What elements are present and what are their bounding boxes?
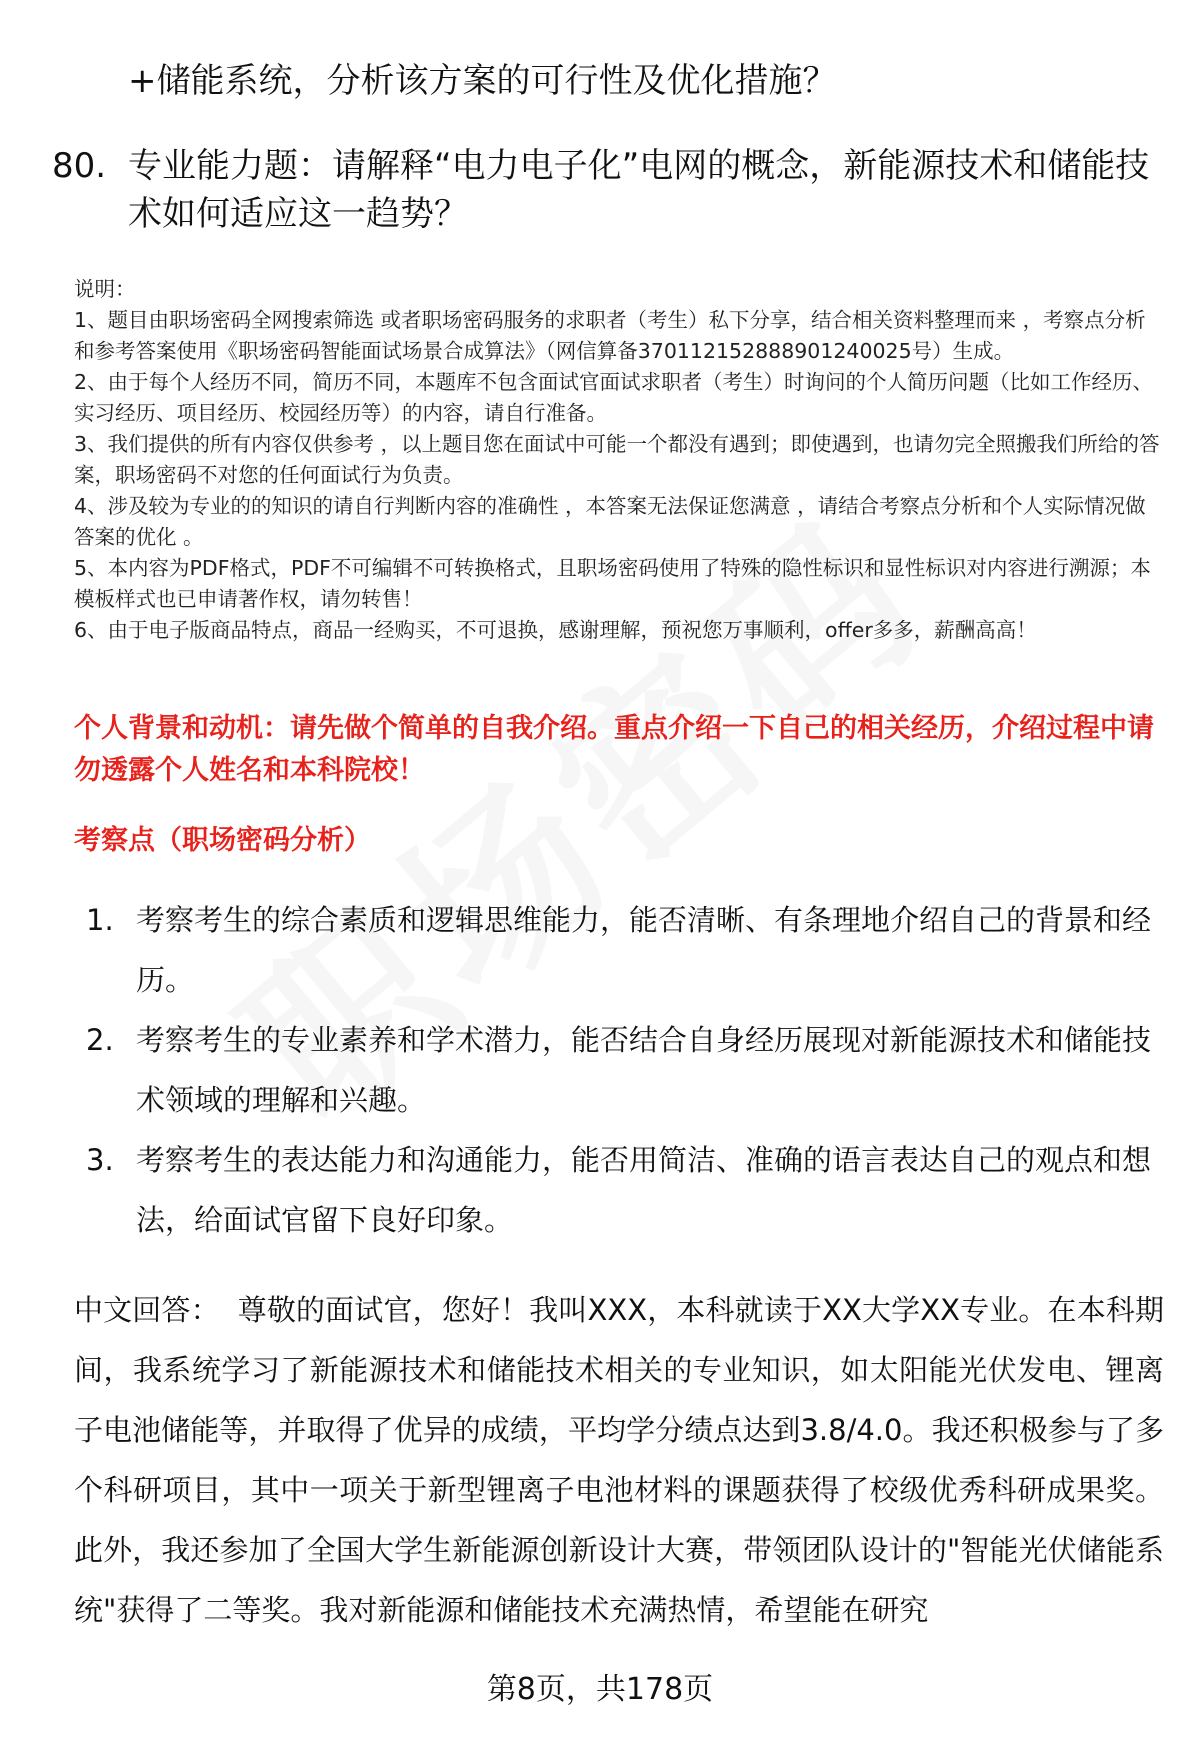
- question-continuation: +储能系统，分析该方案的可行性及优化措施？: [128, 61, 837, 101]
- analysis-points: [80, 890, 1160, 1250]
- note-item: 5、本内容为PDF格式，PDF不可编辑不可转换格式，且职场密码使用了特殊的隐性标识和显性标识对内容进行溯源；本模板样式也已申请著作权，请勿转售！: [74, 556, 1151, 611]
- list-item: [80, 1010, 1160, 1130]
- notes-section: [74, 274, 1164, 646]
- point-text: 考察考生的专业素养和学术潜力，能否结合自身经历展现对新能源技术和储能技术领域的理解和兴趣。: [136, 1023, 1152, 1117]
- list-item: [80, 890, 1160, 1010]
- note-item: 3、我们提供的所有内容仅供参考 ，以上题目您在面试中可能一个都没有遇到；即使遇到，也请勿完全照搬我们所给的答案，职场密码不对您的任何面试行为负责。: [74, 432, 1160, 487]
- point-text: 考察考生的表达能力和沟通能力，能否用简洁、准确的语言表达自己的观点和想法，给面试官留下良好印象。: [136, 1143, 1152, 1237]
- answer-text: 尊敬的面试官，您好！我叫XXX，本科就读于XX大学XX专业。在本科期间，我系统学习了新能源技术和储能技术相关的专业知识，如太阳能光伏发电、锂离子电池储能等，并取得了优异的成绩，平均学分绩点达到3.8/4.0。我还积极参与了多个科研项目，其中一项关于新型锂离子电池材料的课题获得了校级优秀科研成果奖。此外，我还参加了全国大学生新能源创新设计大赛，带领团队设计的"智能光伏储能系统"获得了二等奖。我对新能源和储能技术充满热情，希望能在研究: [74, 1293, 1164, 1627]
- question-number: 80.: [52, 146, 107, 186]
- list-item: [80, 1130, 1160, 1250]
- point-text: 考察考生的综合素质和逻辑思维能力，能否清晰、有条理地介绍自己的背景和经历。: [136, 903, 1152, 997]
- note-item: 6、由于电子版商品特点，商品一经购买，不可退换，感谢理解，预祝您万事顺利，offer多多，薪酬高高！: [74, 618, 1037, 642]
- question-text: 专业能力题：请解释“电力电子化”电网的概念，新能源技术和储能技术如何适应这一趋势？: [128, 146, 1150, 234]
- personal-question: 个人背景和动机：请先做个简单的自我介绍。重点介绍一下自己的相关经历，介绍过程中请勿透露个人姓名和本科院校！: [74, 713, 1154, 786]
- analysis-heading: 考察点（职场密码分析）: [74, 825, 371, 856]
- note-item: 1、题目由职场密码全网搜索筛选 或者职场密码服务的求职者（考生）私下分享，结合相关资料整理而来 ，考察点分析和参考答案使用《职场密码智能面试场景合成算法》（网信算备370112152888901240025号）生成。: [74, 308, 1146, 363]
- page-footer: 第8页，共178页: [486, 1672, 714, 1707]
- point-number: 3.: [86, 1143, 114, 1177]
- notes-title: 说明：: [74, 277, 136, 301]
- answer-paragraph: [74, 1280, 1164, 1640]
- answer-label: 中文回答：: [74, 1293, 220, 1327]
- note-item: 4、涉及较为专业的的知识的请自行判断内容的准确性 ，本答案无法保证您满意 ，请结合考察点分析和个人实际情况做答案的优化 。: [74, 494, 1146, 549]
- point-number: 1.: [86, 903, 114, 937]
- note-item: 2、由于每个人经历不同，简历不同，本题库不包含面试官面试求职者（考生）时询问的个人简历问题（比如工作经历、实习经历、项目经历、校园经历等）的内容，请自行准备。: [74, 370, 1154, 425]
- question-80: [52, 142, 1152, 238]
- point-number: 2.: [86, 1023, 114, 1057]
